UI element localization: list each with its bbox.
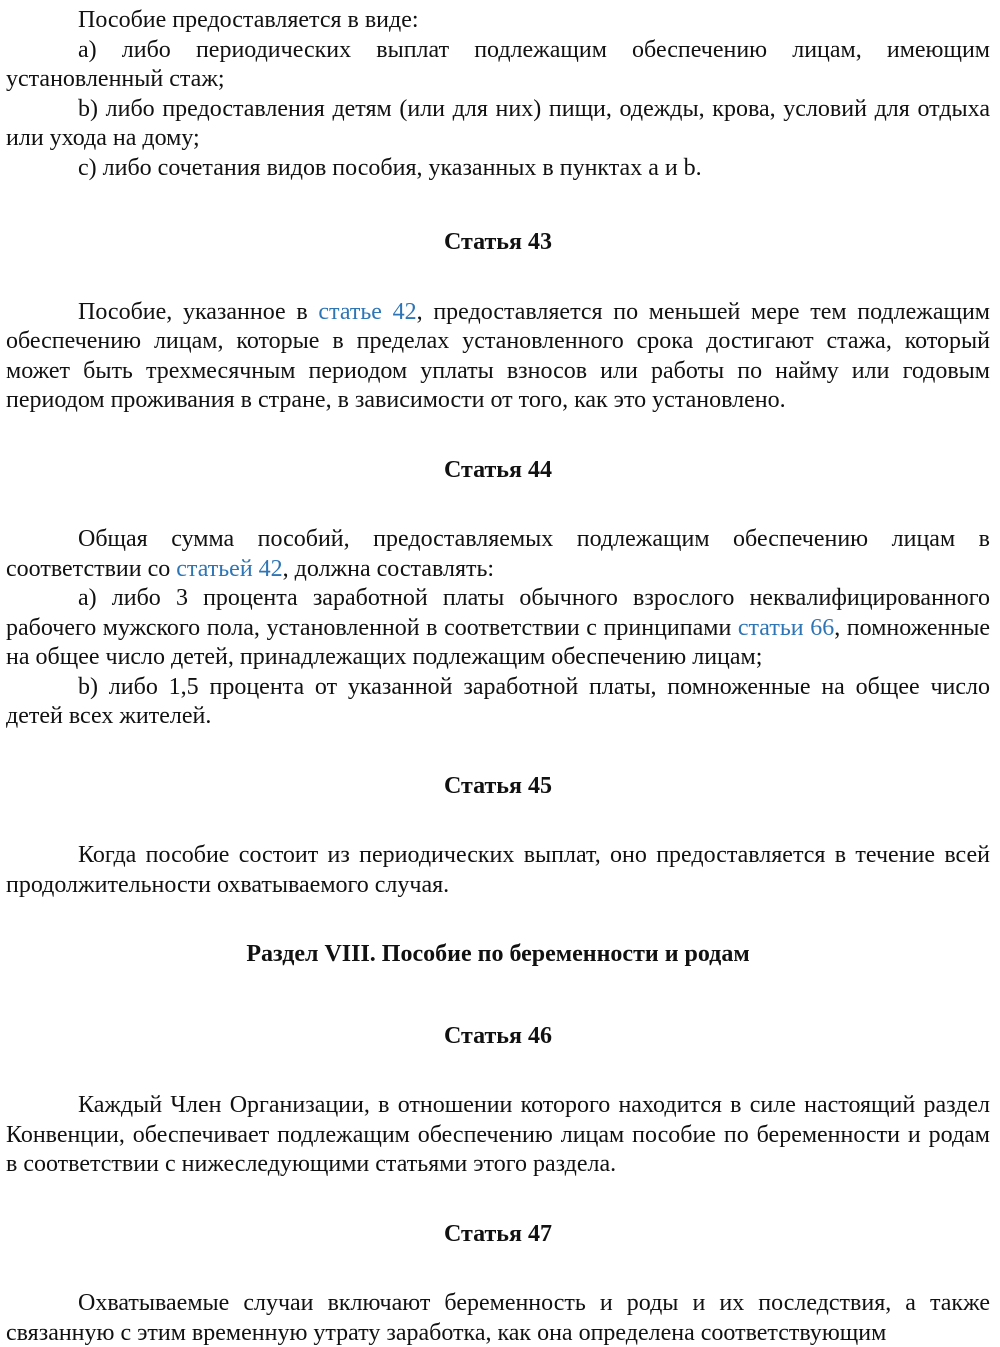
intro-lead: Пособие предоставляется в виде:: [78, 7, 419, 33]
article-44-item-a-after: , помноженные на общее число детей, принадлежащих подлежащим обеспечению лицам;: [6, 614, 991, 670]
article-45-text: Когда пособие состоит из периодических выплат, оно предоставляется в течение всей продолжительности охватываемого случая.: [6, 842, 990, 898]
article-43-text-after: , предоставляется по меньшей мере тем подлежащим обеспечению лицам, которые в пределах установленного срока достигают стажа, который может быть трехмесячным периодом уплаты взносов или работы по найму или годовым периодом проживания в стране, в зависимости от того, как это установлено.: [6, 298, 990, 413]
article-46-title: Статья 46: [444, 1022, 552, 1049]
article-46-text: Каждый Член Организации, в отношении которого находится в силе настоящий раздел Конвенции, обеспечивает подлежащим обеспечению лицам пособие по беременности и родам в соответствии с нижеследующими статьями этого раздела.: [6, 1092, 990, 1177]
article-44-lead: [6, 525, 990, 584]
article-44-item-b: b) либо 1,5 процента от указанной заработной платы, помноженные на общее число детей всех жителей.: [6, 673, 990, 729]
article-47-title: Статья 47: [444, 1220, 552, 1247]
article-47-text: Охватываемые случаи включают беременность и роды и их последствия, а также связанную с этим временную утрату заработка, как она определена соответствующим: [6, 1290, 990, 1346]
article-44-lead-before: Общая сумма пособий, предоставляемых подлежащим обеспечению лицам в соответствии со: [6, 526, 990, 582]
article-44-item-a-before: a) либо 3 процента заработной платы обычного взрослого неквалифицированного рабочего мужского пола, установленной в соответствии с принципами: [6, 585, 990, 641]
article-66-link[interactable]: статьи 66: [737, 614, 835, 641]
article-43-title: Статья 43: [444, 229, 552, 255]
article-45-title: Статья 45: [444, 772, 552, 799]
article-44-title: Статья 44: [444, 456, 552, 483]
article-42-link[interactable]: статье 42: [318, 298, 417, 325]
article-44-item-a: [6, 584, 990, 673]
intro-item-c: c) либо сочетания видов пособия, указанных в пунктах a и b.: [78, 154, 702, 181]
article-43-text: [6, 298, 990, 416]
article-44-lead-after: , должна составлять:: [282, 555, 495, 582]
intro-item-a: a) либо периодических выплат подлежащим обеспечению лицам, имеющим установленный стаж;: [6, 36, 990, 92]
intro-item-b: b) либо предоставления детям (или для них) пищи, одежды, крова, условий для отдыха или ухода на дому;: [6, 95, 990, 151]
document-content: [6, 6, 990, 1347]
article-43-text-before: Пособие, указанное в: [78, 298, 319, 325]
article-42-link[interactable]: статьей 42: [176, 555, 283, 582]
section-8-title: Раздел VIII. Пособие по беременности и родам: [246, 941, 750, 967]
